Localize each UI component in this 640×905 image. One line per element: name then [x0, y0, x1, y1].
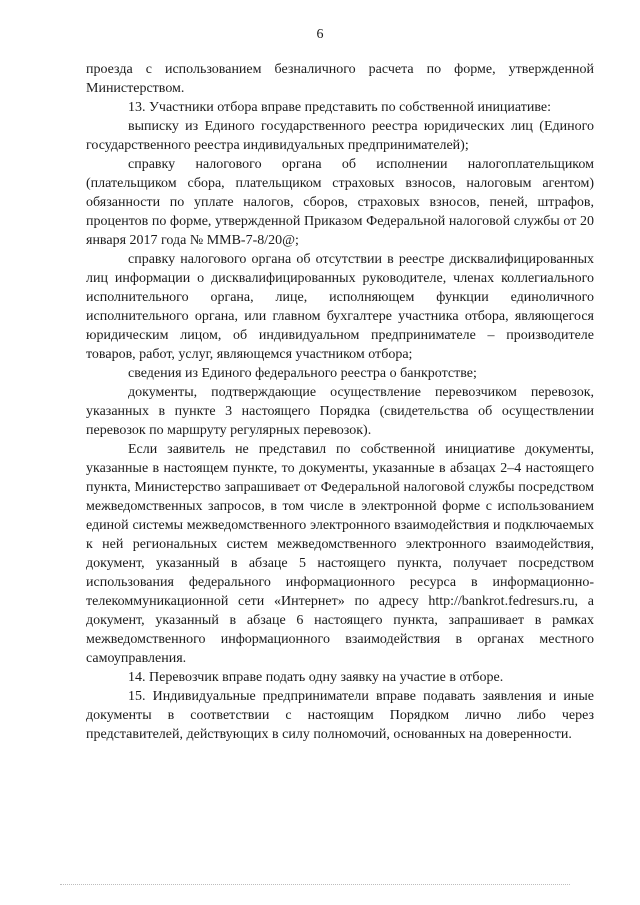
document-body: [86, 60, 594, 744]
paragraph-egrul-extract: выписку из Единого государственного реестра юридических лиц (Единого государственного реестра индивидуальных предпринимателей);: [86, 119, 594, 153]
footer-dotted-line: [60, 884, 570, 885]
paragraph-continuation: проезда с использованием безналичного расчета по форме, утвержденной Министерством.: [86, 62, 594, 96]
page-number: 6: [316, 27, 324, 42]
paragraph-item-14: 14. Перевозчик вправе подать одну заявку на участие в отборе.: [128, 670, 504, 685]
paragraph-item-15: 15. Индивидуальные предприниматели вправе подавать заявления и иные документы в соответствии с настоящим Порядком лично либо через представителей, действующих в силу полномочий, основанных на доверенности.: [86, 689, 594, 742]
paragraph-transport-documents: документы, подтверждающие осуществление перевозчиком перевозок, указанных в пункте 3 настоящего Порядка (свидетельства об осуществлении перевозок по маршруту регулярных перевозок).: [86, 385, 594, 438]
paragraph-item-13: 13. Участники отбора вправе представить по собственной инициативе:: [128, 100, 552, 115]
paragraph-tax-certificate: справку налогового органа об исполнении налогоплательщиком (плательщиком сбора, плательщиком страховых взносов, налоговым агентом) обязанности по уплате налогов, сборов, страховых взносов, пеней, штрафов, процентов по форме, утвержденной Приказом Федеральной налоговой службы от 20 января 2017 года № ММВ-7-8/20@;: [86, 157, 594, 248]
paragraph-bankruptcy-register: сведения из Единого федерального реестра о банкротстве;: [128, 366, 477, 381]
paragraph-interagency-requests: Если заявитель не представил по собственной инициативе документы, указанные в настоящем пункте, то документы, указанные в абзацах 2–4 настоящего пункта, Министерство запрашивает от Федеральной налоговой службы посредством межведомственных запросов, в том числе в электронной форме с использованием единой системы межведомственного электронного взаимодействия и подключаемых к ней региональных систем межведомственного электронного взаимодействия, документ, указанный в абзаце 5 настоящего пункта, получает посредством использования федерального информационного ресурса в информационно-телекоммуникационной сети «Интернет» по адресу http://bankrot.fedresurs.ru, а документ, указанный в абзаце 6 настоящего пункта, запрашивает в рамках межведомственного информационного взаимодействия в органах местного самоуправления.: [86, 442, 594, 666]
paragraph-disqualification-certificate: справку налогового органа об отсутствии в реестре дисквалифицированных лиц информации о дисквалифицированных руководителе, членах коллегиального исполнительного органа, лице, исполняющем функции единоличного исполнительного органа, или главном бухгалтере участника отбора, являющегося юридическим лицом, об индивидуальном предпринимателе – производителе товаров, работ, услуг, являющемся участником отбора;: [86, 252, 594, 362]
